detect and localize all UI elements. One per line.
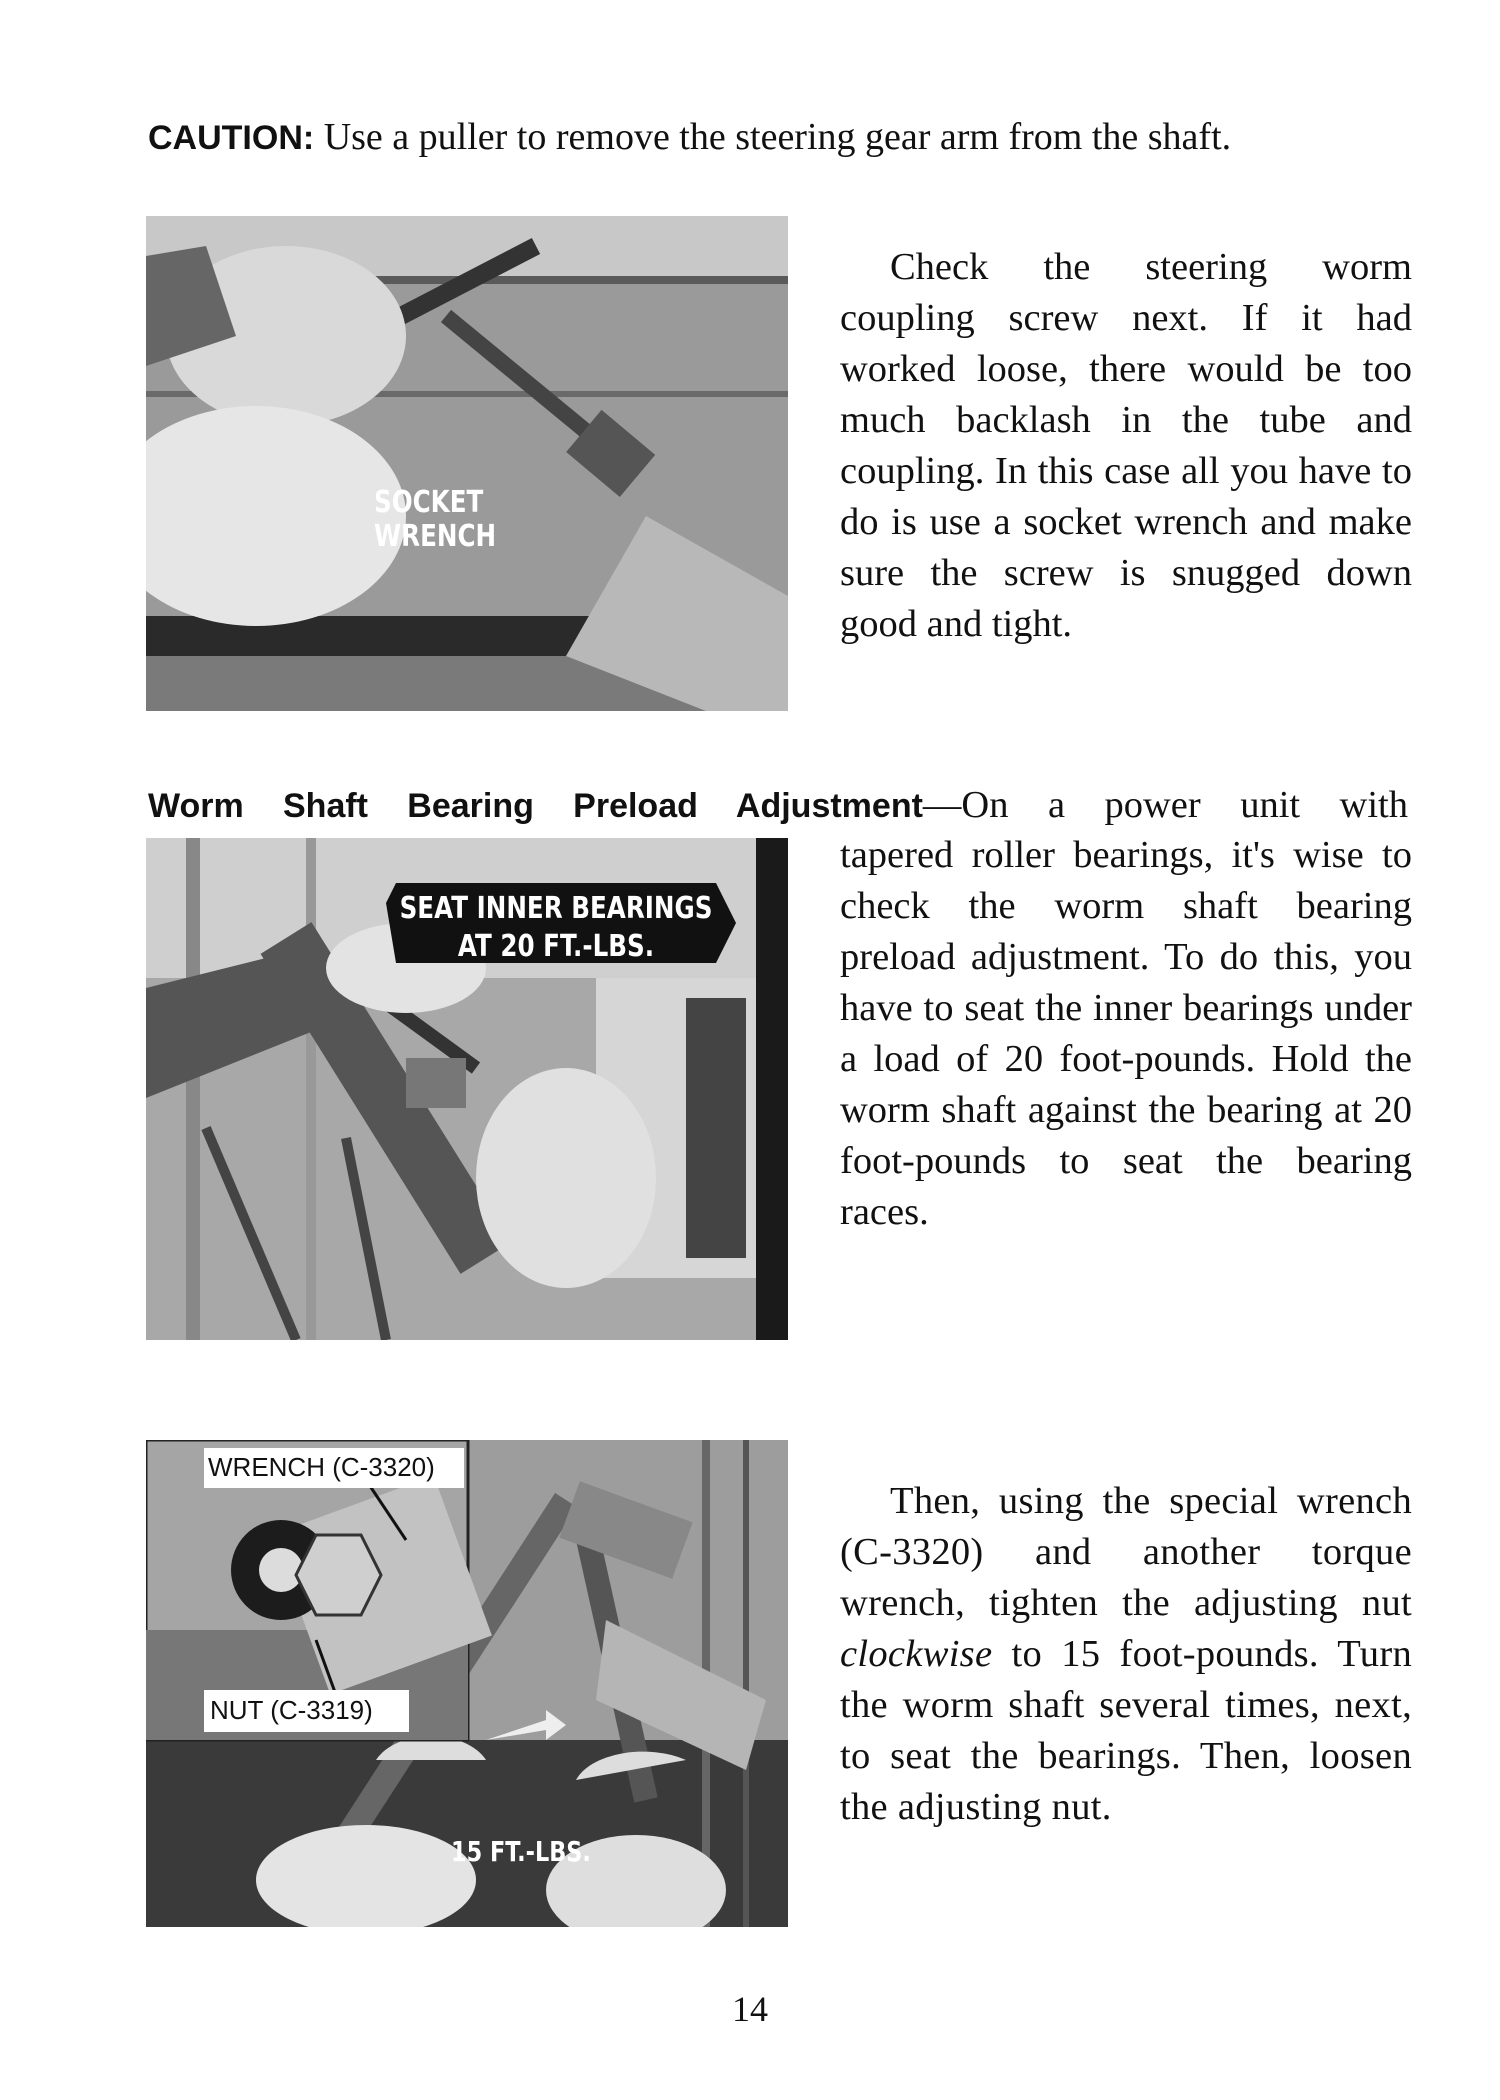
socket-wrench-label-line1: SOCKET	[374, 485, 484, 520]
caution-label: CAUTION:	[148, 119, 315, 157]
worm-shaft-paragraph: tapered roller bearings, it's wise to check the worm shaft bearing preload adjustment. To do this, you have to seat the inner bearings under a load of 20 foot-pounds. Hold the worm shaft against the bearing at 20 foot-pounds to seat the bearing races.	[840, 834, 1412, 1233]
caution-line	[148, 112, 1408, 163]
nut-c3319-label: NUT (C-3319)	[210, 1695, 373, 1725]
socket-wrench-paragraph: Check the steering worm coupling screw next. If it had worked loose, there would be too much backlash in the tube and coupling. In this case all you have to do is use a socket wrench and make sure the screw is snugged down good and tight.	[840, 246, 1412, 645]
photo-seat-inner-bearings	[146, 838, 788, 1340]
photo-socket-wrench	[146, 216, 788, 711]
worm-shaft-heading: Worm Shaft Bearing Preload Adjustment	[148, 787, 923, 825]
special-wrench-para-italic: clockwise	[840, 1633, 993, 1675]
page-number: 14	[732, 1989, 768, 2029]
heading-continuation: On a power unit with	[961, 784, 1408, 826]
seat-bearings-label-line2: AT 20 FT.-LBS.	[457, 929, 655, 964]
special-wrench-para-part1: Then, using the special wrench (C-3320) and another torque wrench, tighten the adjusting nut	[840, 1480, 1412, 1624]
socket-wrench-label-line2: WRENCH	[374, 519, 497, 554]
wrench-c3320-label: WRENCH (C-3320)	[208, 1452, 435, 1482]
torque-15-label: 15 FT.-LBS.	[451, 1835, 591, 1868]
seat-bearings-label	[392, 890, 720, 966]
heading-dash: —	[922, 784, 962, 826]
caution-text: Use a puller to remove the steering gear arm from the shaft.	[314, 116, 1232, 158]
photo-socket-wrench-illustration	[146, 216, 788, 711]
special-wrench-paragraph	[840, 1476, 1412, 1833]
special-wrench-para-part2: to 15 foot-pounds. Turn the worm shaft several times, next, to seat the bearings. Then, loosen the adjusting nut.	[840, 1633, 1412, 1828]
socket-wrench-label	[374, 486, 496, 554]
seat-bearings-label-line1: SEAT INNER BEARINGS	[399, 891, 713, 926]
photo-special-wrench	[146, 1440, 788, 1927]
worm-shaft-heading-line	[148, 780, 1408, 832]
